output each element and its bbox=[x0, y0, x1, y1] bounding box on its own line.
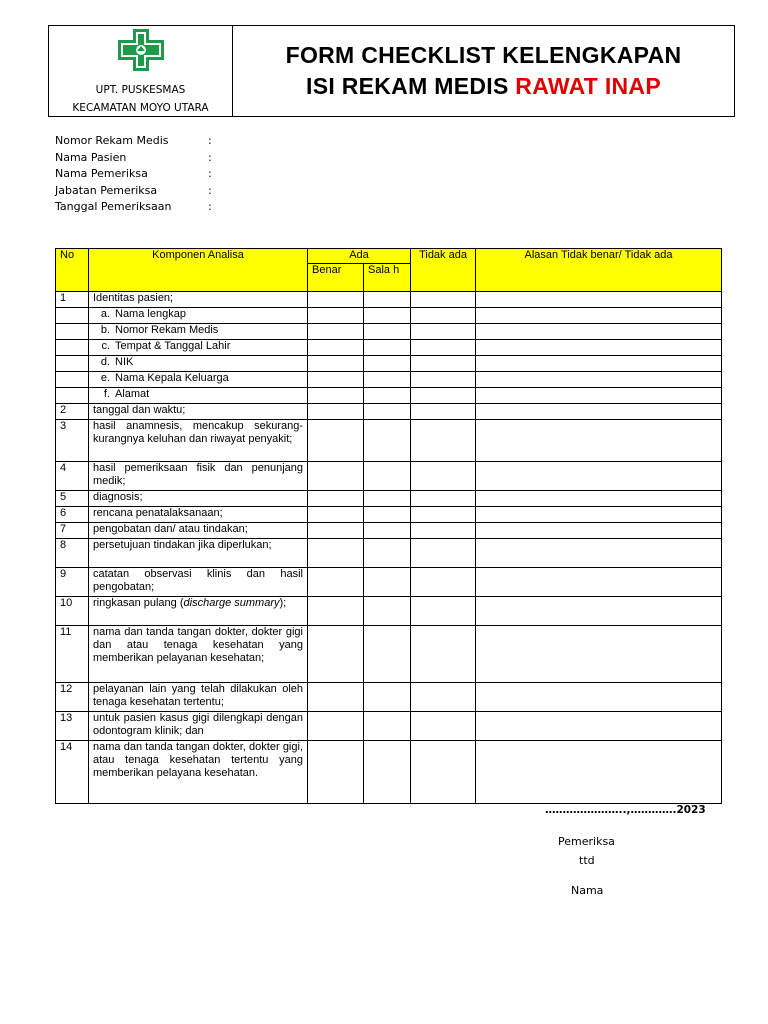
row-number bbox=[56, 388, 89, 404]
cell-tidak-ada[interactable] bbox=[411, 568, 476, 597]
cell-alasan[interactable] bbox=[476, 404, 722, 420]
row-component: nama dan tanda tangan dokter, dokter gigi dan atau tenaga kesehatan yang memberikan pelayanan kesehatan; bbox=[89, 626, 308, 683]
org-name-line2: KECAMATAN MOYO UTARA bbox=[72, 102, 209, 114]
cell-salah[interactable] bbox=[364, 683, 411, 712]
cell-tidak-ada[interactable] bbox=[411, 308, 476, 324]
row-number bbox=[56, 340, 89, 356]
cell-salah[interactable] bbox=[364, 712, 411, 741]
cell-tidak-ada[interactable] bbox=[411, 462, 476, 491]
table-row bbox=[56, 523, 722, 539]
cell-alasan[interactable] bbox=[476, 568, 722, 597]
row-component: pengobatan dan/ atau tindakan; bbox=[89, 523, 308, 539]
cell-tidak-ada[interactable] bbox=[411, 597, 476, 626]
header-benar: Benar bbox=[308, 264, 364, 292]
cell-salah[interactable] bbox=[364, 462, 411, 491]
row-number bbox=[56, 324, 89, 340]
table-row bbox=[56, 568, 722, 597]
cell-salah[interactable] bbox=[364, 420, 411, 462]
row-component bbox=[89, 388, 308, 404]
row-number: 11 bbox=[56, 626, 89, 683]
row-component: Identitas pasien; bbox=[89, 292, 308, 308]
cell-benar[interactable] bbox=[308, 683, 364, 712]
row-component bbox=[89, 340, 308, 356]
info-colon: : bbox=[208, 167, 212, 180]
cell-benar[interactable] bbox=[308, 388, 364, 404]
cell-salah[interactable] bbox=[364, 507, 411, 523]
cell-alasan[interactable] bbox=[476, 683, 722, 712]
row-letter: f. bbox=[103, 388, 110, 400]
cell-alasan[interactable] bbox=[476, 741, 722, 804]
table-row bbox=[56, 741, 722, 804]
pemeriksa-label: Pemeriksa bbox=[558, 835, 615, 848]
info-label: Nama Pemeriksa bbox=[55, 167, 148, 180]
row-component: tanggal dan waktu; bbox=[89, 404, 308, 420]
cell-alasan[interactable] bbox=[476, 340, 722, 356]
table-row bbox=[56, 340, 722, 356]
row-component: untuk pasien kasus gigi dilengkapi dengan odontogram klinik; dan bbox=[89, 712, 308, 741]
row-component bbox=[89, 597, 308, 626]
info-row bbox=[55, 184, 212, 201]
row-text: Nama lengkap bbox=[115, 308, 186, 320]
table-row bbox=[56, 404, 722, 420]
table-row bbox=[56, 597, 722, 626]
row-number: 4 bbox=[56, 462, 89, 491]
table-row bbox=[56, 420, 722, 462]
row-number bbox=[56, 308, 89, 324]
cell-tidak-ada[interactable] bbox=[411, 324, 476, 340]
table-row bbox=[56, 324, 722, 340]
info-label: Nomor Rekam Medis bbox=[55, 134, 169, 147]
form-title bbox=[233, 26, 734, 116]
row-component bbox=[89, 324, 308, 340]
organization-cell bbox=[49, 26, 233, 116]
cell-tidak-ada[interactable] bbox=[411, 372, 476, 388]
cell-salah[interactable] bbox=[364, 491, 411, 507]
info-fields bbox=[55, 134, 212, 217]
row-component bbox=[89, 372, 308, 388]
cell-alasan[interactable] bbox=[476, 712, 722, 741]
header-alasan: Alasan Tidak benar/ Tidak ada bbox=[476, 249, 722, 292]
row-number bbox=[56, 372, 89, 388]
info-colon: : bbox=[208, 150, 212, 164]
info-colon: : bbox=[208, 183, 212, 197]
row-number: 13 bbox=[56, 712, 89, 741]
row-number: 8 bbox=[56, 539, 89, 568]
cell-tidak-ada[interactable] bbox=[411, 539, 476, 568]
cell-benar[interactable] bbox=[308, 491, 364, 507]
row-number: 14 bbox=[56, 741, 89, 804]
row-number: 1 bbox=[56, 292, 89, 308]
table-row bbox=[56, 712, 722, 741]
cell-salah[interactable] bbox=[364, 388, 411, 404]
row-text-italic: discharge summary bbox=[183, 597, 280, 609]
row-component: pelayanan lain yang telah dilakukan oleh tenaga kesehatan tertentu; bbox=[89, 683, 308, 712]
header-component: Komponen Analisa bbox=[89, 249, 308, 292]
date-line: …………………..,………….2023 bbox=[545, 804, 706, 816]
header-tidak-ada: Tidak ada bbox=[411, 249, 476, 292]
info-row bbox=[55, 134, 212, 151]
cell-tidak-ada[interactable] bbox=[411, 340, 476, 356]
cell-salah[interactable] bbox=[364, 523, 411, 539]
cell-alasan[interactable] bbox=[476, 523, 722, 539]
cell-salah[interactable] bbox=[364, 292, 411, 308]
header-no: No bbox=[56, 249, 89, 292]
cell-alasan[interactable] bbox=[476, 292, 722, 308]
row-number: 3 bbox=[56, 420, 89, 462]
cell-tidak-ada[interactable] bbox=[411, 292, 476, 308]
row-component: rencana penatalaksanaan; bbox=[89, 507, 308, 523]
table-header-row bbox=[56, 249, 722, 264]
row-number: 6 bbox=[56, 507, 89, 523]
cell-salah[interactable] bbox=[364, 539, 411, 568]
cell-salah[interactable] bbox=[364, 308, 411, 324]
cell-benar[interactable] bbox=[308, 292, 364, 308]
cell-benar[interactable] bbox=[308, 340, 364, 356]
cell-tidak-ada[interactable] bbox=[411, 626, 476, 683]
table-row bbox=[56, 507, 722, 523]
info-colon: : bbox=[208, 200, 212, 213]
table-row bbox=[56, 539, 722, 568]
cell-alasan[interactable] bbox=[476, 324, 722, 340]
cell-benar[interactable] bbox=[308, 539, 364, 568]
info-label: Nama Pasien bbox=[55, 150, 127, 164]
row-number: 9 bbox=[56, 568, 89, 597]
cell-salah[interactable] bbox=[364, 568, 411, 597]
table-row bbox=[56, 491, 722, 507]
cell-alasan[interactable] bbox=[476, 420, 722, 462]
row-letter: c. bbox=[101, 340, 110, 352]
table-row bbox=[56, 462, 722, 491]
cell-benar[interactable] bbox=[308, 308, 364, 324]
info-row bbox=[55, 167, 212, 184]
row-component: diagnosis; bbox=[89, 491, 308, 507]
cell-salah[interactable] bbox=[364, 626, 411, 683]
ttd-label: ttd bbox=[579, 854, 595, 867]
info-colon: : bbox=[208, 134, 212, 147]
cell-benar[interactable] bbox=[308, 568, 364, 597]
row-letter: b. bbox=[100, 324, 110, 336]
cell-benar[interactable] bbox=[308, 356, 364, 372]
row-number: 2 bbox=[56, 404, 89, 420]
row-component: catatan observasi klinis dan hasil pengobatan; bbox=[89, 568, 308, 597]
cell-benar[interactable] bbox=[308, 372, 364, 388]
nama-label: Nama bbox=[571, 884, 604, 897]
title-line2-red: RAWAT INAP bbox=[515, 73, 661, 99]
cell-salah[interactable] bbox=[364, 340, 411, 356]
row-number: 7 bbox=[56, 523, 89, 539]
cell-salah[interactable] bbox=[364, 324, 411, 340]
cell-benar[interactable] bbox=[308, 597, 364, 626]
row-text-post: ); bbox=[279, 597, 287, 609]
row-component: persetujuan tindakan jika diperlukan; bbox=[89, 539, 308, 568]
info-row bbox=[55, 151, 212, 168]
cell-tidak-ada[interactable] bbox=[411, 356, 476, 372]
table-row bbox=[56, 626, 722, 683]
cell-alasan[interactable] bbox=[476, 491, 722, 507]
cell-benar[interactable] bbox=[308, 626, 364, 683]
cell-benar[interactable] bbox=[308, 523, 364, 539]
table-row bbox=[56, 372, 722, 388]
table-row bbox=[56, 356, 722, 372]
row-text: Tempat & Tanggal Lahir bbox=[115, 340, 231, 352]
row-number bbox=[56, 356, 89, 372]
header-ada: Ada bbox=[308, 249, 411, 264]
table-row bbox=[56, 292, 722, 308]
row-text: Nama Kepala Keluarga bbox=[115, 372, 229, 384]
row-number: 5 bbox=[56, 491, 89, 507]
row-letter: a. bbox=[100, 308, 110, 320]
table-row bbox=[56, 308, 722, 324]
form-header bbox=[48, 25, 735, 117]
row-component: nama dan tanda tangan dokter, dokter gigi, atau tenaga kesehatan tertentu yang memberikan pelayana kesehatan. bbox=[89, 741, 308, 804]
header-salah: Sala h bbox=[364, 264, 411, 292]
row-number: 10 bbox=[56, 597, 89, 626]
cell-salah[interactable] bbox=[364, 404, 411, 420]
cell-benar[interactable] bbox=[308, 420, 364, 462]
cell-alasan[interactable] bbox=[476, 372, 722, 388]
cell-alasan[interactable] bbox=[476, 597, 722, 626]
cell-tidak-ada[interactable] bbox=[411, 491, 476, 507]
info-label: Tanggal Pemeriksaan bbox=[55, 200, 172, 213]
cell-tidak-ada[interactable] bbox=[411, 507, 476, 523]
row-component: hasil anamnesis, mencakup sekurang-kurangnya keluhan dan riwayat penyakit; bbox=[89, 420, 308, 462]
cell-benar[interactable] bbox=[308, 712, 364, 741]
cell-alasan[interactable] bbox=[476, 462, 722, 491]
cell-salah[interactable] bbox=[364, 356, 411, 372]
table-row bbox=[56, 388, 722, 404]
row-component: hasil pemeriksaan fisik dan penunjang medik; bbox=[89, 462, 308, 491]
cell-benar[interactable] bbox=[308, 324, 364, 340]
cell-benar[interactable] bbox=[308, 741, 364, 804]
row-text: Nomor Rekam Medis bbox=[115, 324, 219, 336]
cell-tidak-ada[interactable] bbox=[411, 420, 476, 462]
cell-alasan[interactable] bbox=[476, 356, 722, 372]
checklist-table bbox=[55, 248, 722, 804]
title-line1: FORM CHECKLIST KELENGKAPAN bbox=[285, 42, 682, 68]
cell-alasan[interactable] bbox=[476, 626, 722, 683]
puskesmas-logo-icon bbox=[118, 29, 164, 71]
cell-tidak-ada[interactable] bbox=[411, 683, 476, 712]
row-letter: d. bbox=[100, 356, 110, 368]
row-letter: e. bbox=[100, 372, 110, 384]
table-row bbox=[56, 683, 722, 712]
row-component bbox=[89, 356, 308, 372]
row-text: NIK bbox=[115, 356, 134, 368]
cell-benar[interactable] bbox=[308, 404, 364, 420]
cell-alasan[interactable] bbox=[476, 507, 722, 523]
cell-benar[interactable] bbox=[308, 507, 364, 523]
cell-tidak-ada[interactable] bbox=[411, 741, 476, 804]
cell-alasan[interactable] bbox=[476, 308, 722, 324]
cell-salah[interactable] bbox=[364, 597, 411, 626]
org-name-line1: UPT. PUSKESMAS bbox=[95, 84, 186, 96]
cell-alasan[interactable] bbox=[476, 539, 722, 568]
cell-tidak-ada[interactable] bbox=[411, 404, 476, 420]
cell-salah[interactable] bbox=[364, 741, 411, 804]
info-label: Jabatan Pemeriksa bbox=[55, 183, 158, 197]
row-text-pre: ringkasan pulang ( bbox=[93, 597, 184, 609]
row-component bbox=[89, 308, 308, 324]
title-line2-black: ISI REKAM MEDIS bbox=[306, 73, 509, 99]
title-line2 bbox=[306, 71, 661, 102]
cell-alasan[interactable] bbox=[476, 388, 722, 404]
info-row bbox=[55, 200, 212, 217]
cell-tidak-ada[interactable] bbox=[411, 388, 476, 404]
cell-salah[interactable] bbox=[364, 372, 411, 388]
cell-benar[interactable] bbox=[308, 462, 364, 491]
cell-tidak-ada[interactable] bbox=[411, 523, 476, 539]
row-number: 12 bbox=[56, 683, 89, 712]
cell-tidak-ada[interactable] bbox=[411, 712, 476, 741]
row-text: Alamat bbox=[115, 388, 150, 400]
